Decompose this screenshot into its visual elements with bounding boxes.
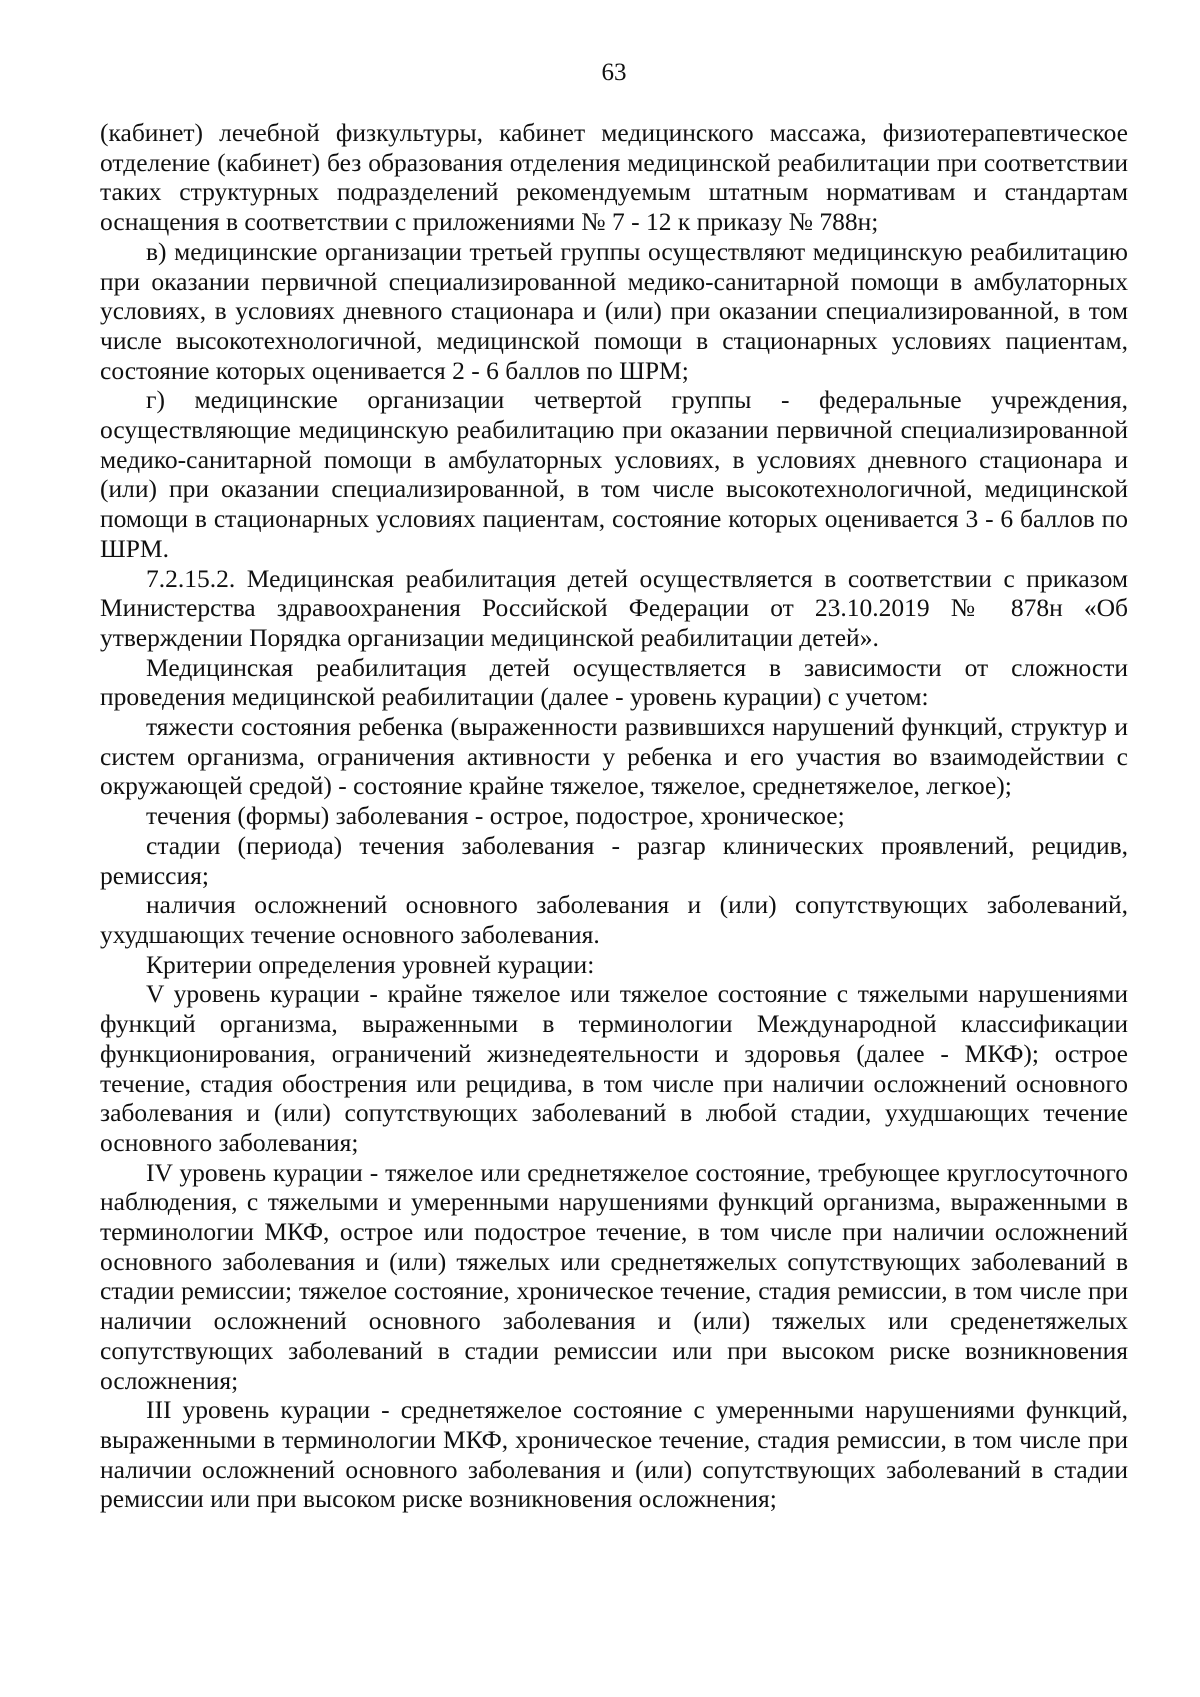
paragraph-stage: стадии (периода) течения заболевания - разгар клинических проявлений, рецидив, ремиссия; [100,830,1128,890]
paragraph-curation-intro: Медицинская реабилитация детей осуществляется в зависимости от сложности проведения медицинской реабилитации (далее - уровень курации) с учетом: [100,652,1128,712]
paragraph-level-iii: III уровень курации - среднетяжелое состояние с умеренными нарушениями функций, выраженными в терминологии МКФ, хроническое течение, стадия ремиссии, в том числе при наличии осложнений основного заболевания и (или) сопутствующих заболеваний в стадии ремиссии или при высоком риске возникновения осложнения; [100,1395,1128,1514]
document-body [100,118,1128,1514]
paragraph-severity: тяжести состояния ребенка (выраженности развившихся нарушений функций, структур и систем организма, ограничения активности у ребенка и его участия во взаимодействии с окружающей средой) - состояние крайне тяжелое, тяжелое, среднетяжелое, легкое); [100,712,1128,801]
paragraph-criteria-heading: Критерии определения уровней курации: [146,949,595,979]
paragraph-group-three: в) медицинские организации третьей группы осуществляют медицинскую реабилитацию при оказании первичной специализированной медико-санитарной помощи в амбулаторных условиях, в условиях дневного стационара и (или) при оказании специализированной, в том числе высокотехнологичной, медицинской помощи в стационарных условиях пациентам, состояние которых оценивается 2 - 6 баллов по ШРМ; [100,236,1128,385]
paragraph-course: течения (формы) заболевания - острое, подострое, хроническое; [146,801,845,831]
paragraph-level-v: V уровень курации - крайне тяжелое или тяжелое состояние с тяжелыми нарушениями функций организма, выраженными в терминологии Международной классификации функционирования, ограничений жизнедеятельности и здоровья (далее - МКФ); острое течение, стадия обострения или рецидива, в том числе при наличии осложнений основного заболевания и (или) сопутствующих заболеваний в любой стадии, ухудшающих течение основного заболевания; [100,979,1128,1157]
paragraph-section-7-2-15-2: 7.2.15.2. Медицинская реабилитация детей осуществляется в соответствии с приказом Министерства здравоохранения Российской Федерации от 23.10.2019 № 878н «Об утверждении Порядка организации медицинской реабилитации детей». [100,563,1128,652]
page-number: 63 [601,59,627,86]
paragraph-group-four: г) медицинские организации четвертой группы - федеральные учреждения, осуществляющие медицинскую реабилитацию при оказании первичной специализированной медико-санитарной помощи в амбулаторных условиях, в условиях дневного стационара и (или) при оказании специализированной, в том числе высокотехнологичной, медицинской помощи в стационарных условиях пациентам, состояние которых оценивается 3 - 6 баллов по ШРМ. [100,385,1128,563]
paragraph-continuation: (кабинет) лечебной физкультуры, кабинет медицинского массажа, физиотерапевтическое отделение (кабинет) без образования отделения медицинской реабилитации при соответствии таких структурных подразделений рекомендуемым штатным нормативам и стандартам оснащения в соответствии с приложениями № 7 - 12 к приказу № 788н; [100,118,1128,237]
paragraph-complications: наличия осложнений основного заболевания и (или) сопутствующих заболеваний, ухудшающих течение основного заболевания. [100,890,1128,949]
paragraph-level-iv: IV уровень курации - тяжелое или среднетяжелое состояние, требующее круглосуточного наблюдения, с тяжелыми и умеренными нарушениями функций организма, выраженными в терминологии МКФ, острое или подострое течение, в том числе при наличии осложнений основного заболевания и (или) тяжелых или среднетяжелых сопутствующих заболеваний в стадии ремиссии; тяжелое состояние, хроническое течение, стадия ремиссии, в том числе при наличии осложнений основного заболевания и (или) тяжелых или среденетяжелых сопутствующих заболеваний в стадии ремиссии или при высоком риске возникновения осложнения; [100,1157,1128,1395]
